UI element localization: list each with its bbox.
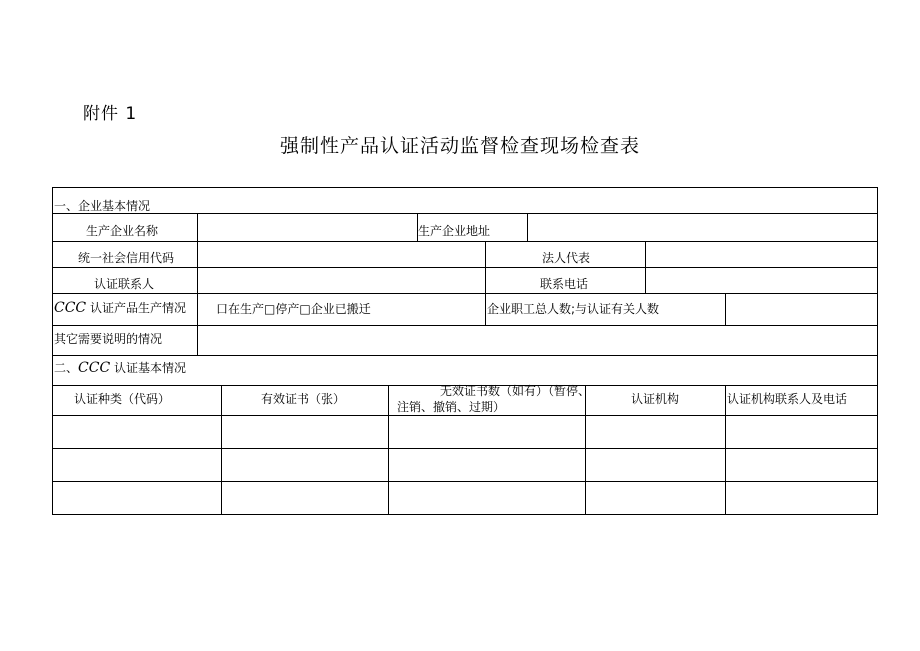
document-title: 强制性产品认证活动监督检查现场检查表	[279, 135, 640, 157]
production-status-label	[54, 301, 186, 315]
production-status-text: 认证产品生产情况	[89, 301, 186, 315]
annex-label: 附件 1	[83, 104, 138, 124]
cell-divider	[197, 213, 198, 241]
company-address-label: 生产企业地址	[418, 224, 491, 238]
section2-heading-prefix: 二、	[54, 361, 79, 375]
column-header-invalid-certs-line2: 注销、撤销、过期）	[397, 400, 506, 414]
row-divider	[52, 448, 878, 449]
cell-divider	[197, 293, 198, 355]
credit-code-label: 统一社会信用代码	[78, 251, 175, 265]
phone-label: 联系电话	[540, 277, 589, 291]
section2-heading-text: 认证基本情况	[113, 361, 186, 375]
column-divider	[585, 385, 586, 514]
form-border-right	[877, 187, 878, 515]
inspection-form	[52, 187, 878, 515]
company-name-label: 生产企业名称	[86, 224, 159, 238]
form-border-bottom	[52, 514, 878, 515]
cell-divider	[645, 241, 646, 293]
row-divider	[52, 213, 878, 214]
legal-rep-label: 法人代表	[542, 251, 591, 265]
cell-divider	[725, 293, 726, 325]
cell-divider	[197, 241, 198, 293]
form-border-left	[52, 187, 53, 515]
row-divider	[52, 241, 878, 242]
row-divider	[52, 293, 878, 294]
row-divider	[52, 355, 878, 356]
ccc-mark: CCC	[54, 300, 87, 316]
column-header-invalid-certs-line1: 无效证书数（如有）（暂停、	[440, 384, 591, 398]
column-header-cert-type: 认证种类（代码）	[74, 392, 171, 406]
column-divider	[221, 385, 222, 514]
status-options	[216, 302, 371, 316]
cell-divider	[527, 213, 528, 241]
row-divider	[52, 481, 878, 482]
ccc-mark: CCC	[78, 360, 111, 376]
column-header-valid-certs: 有效证书（张）	[261, 392, 346, 406]
column-divider	[388, 385, 389, 514]
status-option-in-production[interactable]: 口在生产	[216, 302, 265, 316]
status-option-stopped[interactable]: □停产	[264, 302, 300, 316]
cell-divider	[485, 241, 486, 293]
status-option-relocated[interactable]: □企业已搬迁	[299, 302, 371, 316]
form-border-top	[52, 187, 878, 188]
contact-label: 认证联系人	[94, 277, 155, 291]
column-header-cert-body: 认证机构	[631, 392, 680, 406]
column-header-contact: 认证机构联系人及电话	[727, 392, 848, 406]
column-divider	[725, 385, 726, 514]
employees-label: 企业职工总人数;与认证有关人数	[487, 302, 660, 316]
row-divider	[52, 325, 878, 326]
cell-divider	[485, 293, 486, 325]
row-divider	[52, 415, 878, 416]
row-divider	[52, 267, 878, 268]
section2-heading	[54, 361, 186, 375]
other-notes-label: 其它需要说明的情况	[54, 332, 163, 346]
section1-heading: 一、企业基本情况	[54, 199, 151, 213]
